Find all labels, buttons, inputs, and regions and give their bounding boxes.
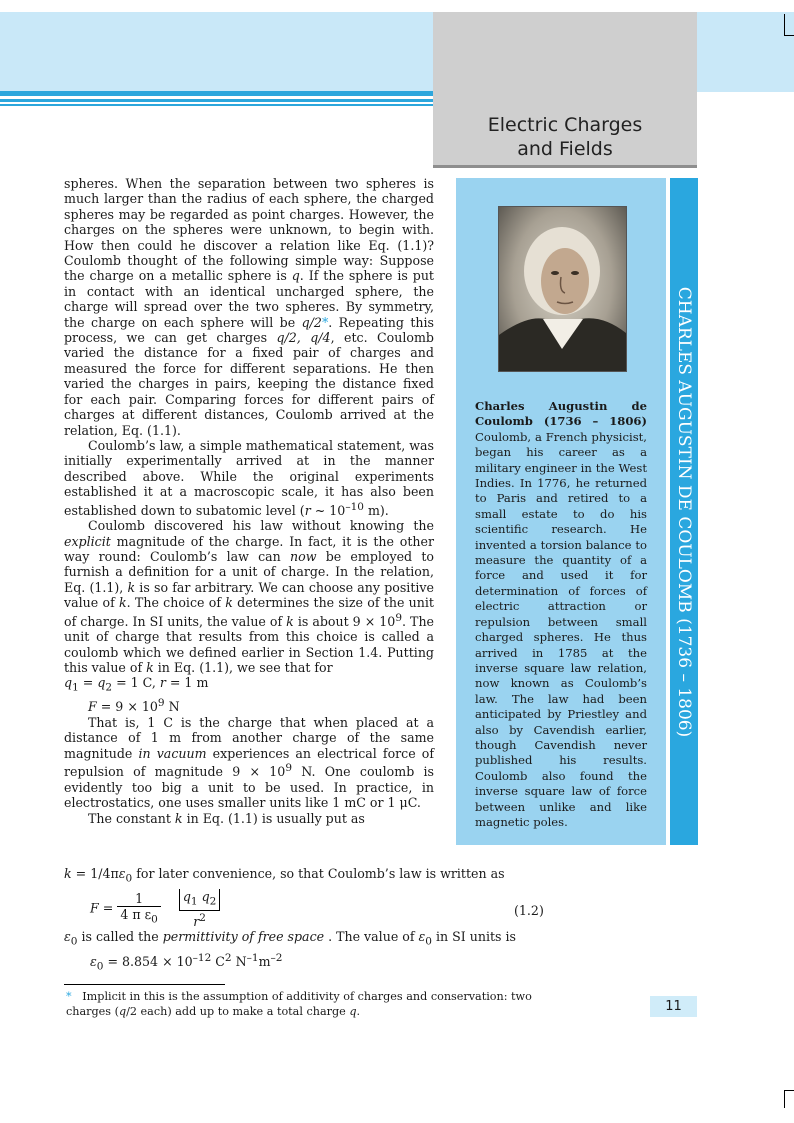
paragraph: Coulomb discovered his law without knowing the explicit magnitude of the charge. In fact, it is the other way round: Coulomb’s law can now be employed to furnish a definition for a unit of charge. In the relation, Eq. (1.1), k is so far arbitrary. We can choose any positive value of k. The choice of k determines the size of the unit of charge. In SI units, the value of k is about $9 \times 10^9$. The unit of charge that results from this choice is called a coulomb which we defined earlier in Section 1.4. Putting this value of k in Eq. (1.1), we see that for (64, 518, 435, 675)
paragraph: spheres. When the separation between two spheres is much larger than the radius of each sphere, the charged spheres may be regarded as point charges. However, the charges on the spheres were unknown, to begin with. How then could he discover a relation like Eq. (1.1)? Coulomb thought of the following simple way: Suppose the charge on a metallic sphere is q. If the sphere is put in contact with an identical uncharged sphere, the charge will spread over the two spheres. By symmetry, the charge on each sphere will be q/2*. Repeating this process, we can get charges q/2, q/4, etc. Coulomb varied the distance for a fixed pair of charges and measured the force for different separations. He then varied the charges in pairs, keeping the distance fixed for each pair. Comparing forces for different pairs of charges at different distances, Coulomb arrived at the relation, Eq. (1.1). (64, 176, 434, 438)
fraction: $\frac{1}{4 \pi \varepsilon_0}$ (117, 891, 161, 928)
crop-mark (784, 35, 794, 36)
equation-line: $F = 9 \times 10^9$ N (88, 697, 180, 715)
main-text-column (64, 176, 434, 826)
chapter-title: Electric Charges and Fields (487, 114, 643, 160)
text-line: $\varepsilon_0$ is called the permittivity of free space . The value of $\varepsilon_0$ in SI units is (64, 929, 517, 948)
permittivity-equation: $\varepsilon_0 = 8.854 \times 10^{-12}$ $C^2$ $N^{-1}m^{-2}$ (90, 952, 283, 973)
fraction: $\frac{q_1 q_2}{r^2}$ (179, 889, 221, 929)
header-rule (0, 99, 437, 102)
page-number: 11 (650, 996, 697, 1017)
header-rule (0, 91, 437, 96)
equation-line: $q_1 = q_2 = 1$ C, r = 1 m (64, 675, 209, 694)
text-line: $k = 1/4\pi\varepsilon_0$ for later convenience, so that Coulomb’s law is written as (64, 866, 505, 885)
footnote: * Implicit in this is the assumption of additivity of charges and conservation: two charges (q/2 each) add up to make a total charge q. (66, 990, 532, 1018)
paragraph: The constant k in Eq. (1.1) is usually put as (88, 810, 365, 826)
biography-text (475, 399, 647, 830)
crop-mark (784, 14, 785, 36)
paragraph: That is, 1 C is the charge that when placed at a distance of 1 m from another charge of the same magnitude in vacuum experiences an electrical force of repulsion of magnitude $9 \times 10^9$ N. One coulomb is evidently too big a unit to be used. In practice, in electrostatics, one uses smaller units like 1 mC or 1 μC. (64, 714, 435, 811)
chapter-title-box (433, 12, 697, 168)
footnote-marker: * (66, 990, 72, 1003)
portrait-image (498, 206, 627, 372)
equation-label: (1.2) (514, 903, 544, 918)
coulomb-law-equation: F = $\frac{1}{4 \pi \varepsilon_0}$ $\frac{q_1 q_2}{r^2}$ (90, 889, 220, 929)
footnote-rule (64, 984, 225, 985)
paragraph: Coulomb’s law, a simple mathematical statement, was initially experimentally arrived at in the manner described above. While the original experiments established it at a macroscopic scale, it has also been established down to subatomic level (r ~ $10^{-10}$ m). (64, 437, 434, 518)
crop-mark (784, 1090, 794, 1091)
crop-mark (784, 1090, 785, 1108)
biography-vertical-title (671, 178, 697, 845)
portrait-drawing (499, 207, 626, 371)
vertical-title-text: CHARLES AUGUSTIN DE COULOMB (1736 – 1806) (674, 286, 694, 737)
biography-name: Charles Augustin de Coulomb (1736 – 1806) (475, 399, 647, 429)
header-rule (0, 104, 437, 106)
biography-body: Coulomb, a French physicist, began his career as a military engineer in the West Indies. In 1776, he returned to Paris and retired to a small estate to do his scientific research. He invented a torsion balance to measure the quantity of a force and used it for determination of forces of electric attraction or repulsion between small charged spheres. He thus arrived in 1785 at the inverse square law relation, now known as Coulomb’s law. The law had been anticipated by Priestley and also by Cavendish earlier, though Cavendish never published his results. Coulomb also found the inverse square law of force between unlike and like magnetic poles. (475, 429, 647, 829)
